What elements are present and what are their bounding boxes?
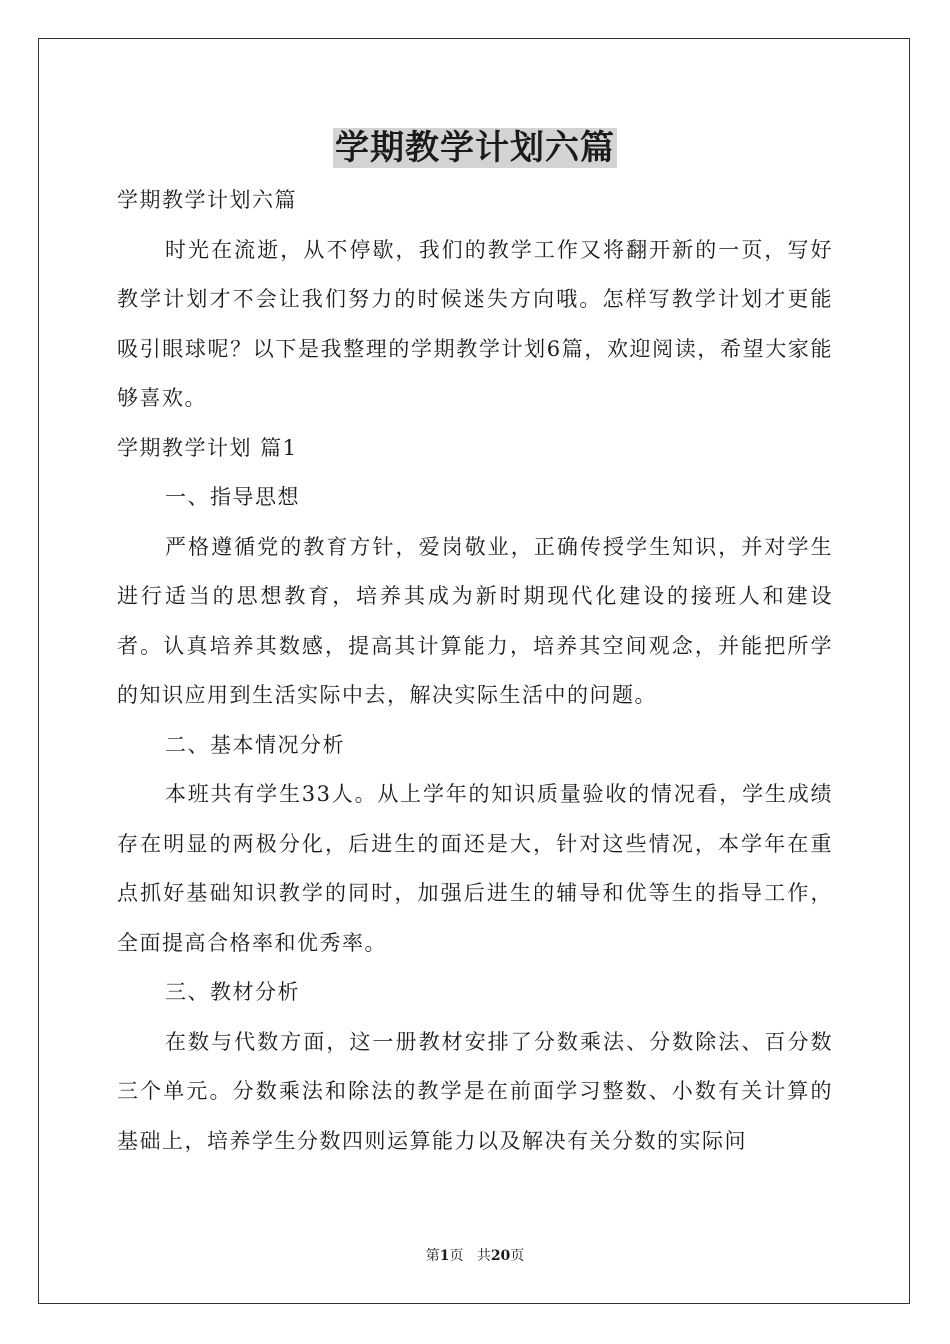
document-title-text: 学期教学计划六篇: [335, 128, 615, 168]
document-paragraph: 严格遵循党的教育方针，爱岗敬业，正确传授学生知识，并对学生进行适当的思想教育，培养其成为新时期现代化建设的接班人和建设者。认真培养其数感，提高其计算能力，培养其空间观念，并能把所学的知识应用到生活实际中去，解决实际生活中的问题。: [117, 534, 833, 707]
document-paragraph: 学期教学计划六篇: [117, 188, 297, 212]
total-suffix: 页: [510, 1248, 525, 1264]
document-paragraph: 二、基本情况分析: [165, 732, 345, 757]
page-footer: [0, 1246, 950, 1266]
document-paragraph: 本班共有学生33人。从上学年的知识质量验收的情况看，学生成绩存在明显的两极分化，后进生的面还是大，针对这些情况，本学年在重点抓好基础知识教学的同时，加强后进生的辅导和优等生的指导工作，全面提高合格率和优秀率。: [117, 782, 833, 955]
document-paragraph: 学期教学计划 篇1: [117, 435, 298, 460]
document-body: [117, 176, 833, 1166]
page-current: 1: [439, 1248, 450, 1264]
document-paragraph: 三、教材分析: [165, 980, 300, 1004]
page-prefix: 第: [425, 1248, 440, 1264]
page-suffix: 页: [449, 1248, 464, 1264]
document-paragraph: 一、指导思想: [165, 485, 300, 509]
document-paragraph: 在数与代数方面，这一册教材安排了分数乘法、分数除法、百分数三个单元。分数乘法和除法的教学是在前面学习整数、小数有关计算的基础上，培养学生分数四则运算能力以及解决有关分数的实际问: [117, 1029, 833, 1153]
page-total: 20: [490, 1248, 511, 1264]
document-title: [0, 122, 950, 174]
total-prefix: 共: [476, 1248, 491, 1264]
document-paragraph: 时光在流逝，从不停歇，我们的教学工作又将翻开新的一页，写好教学计划才不会让我们努力的时候迷失方向哦。怎样写教学计划才更能吸引眼球呢？以下是我整理的学期教学计划6篇，欢迎阅读，希望大家能够喜欢。: [117, 237, 833, 410]
